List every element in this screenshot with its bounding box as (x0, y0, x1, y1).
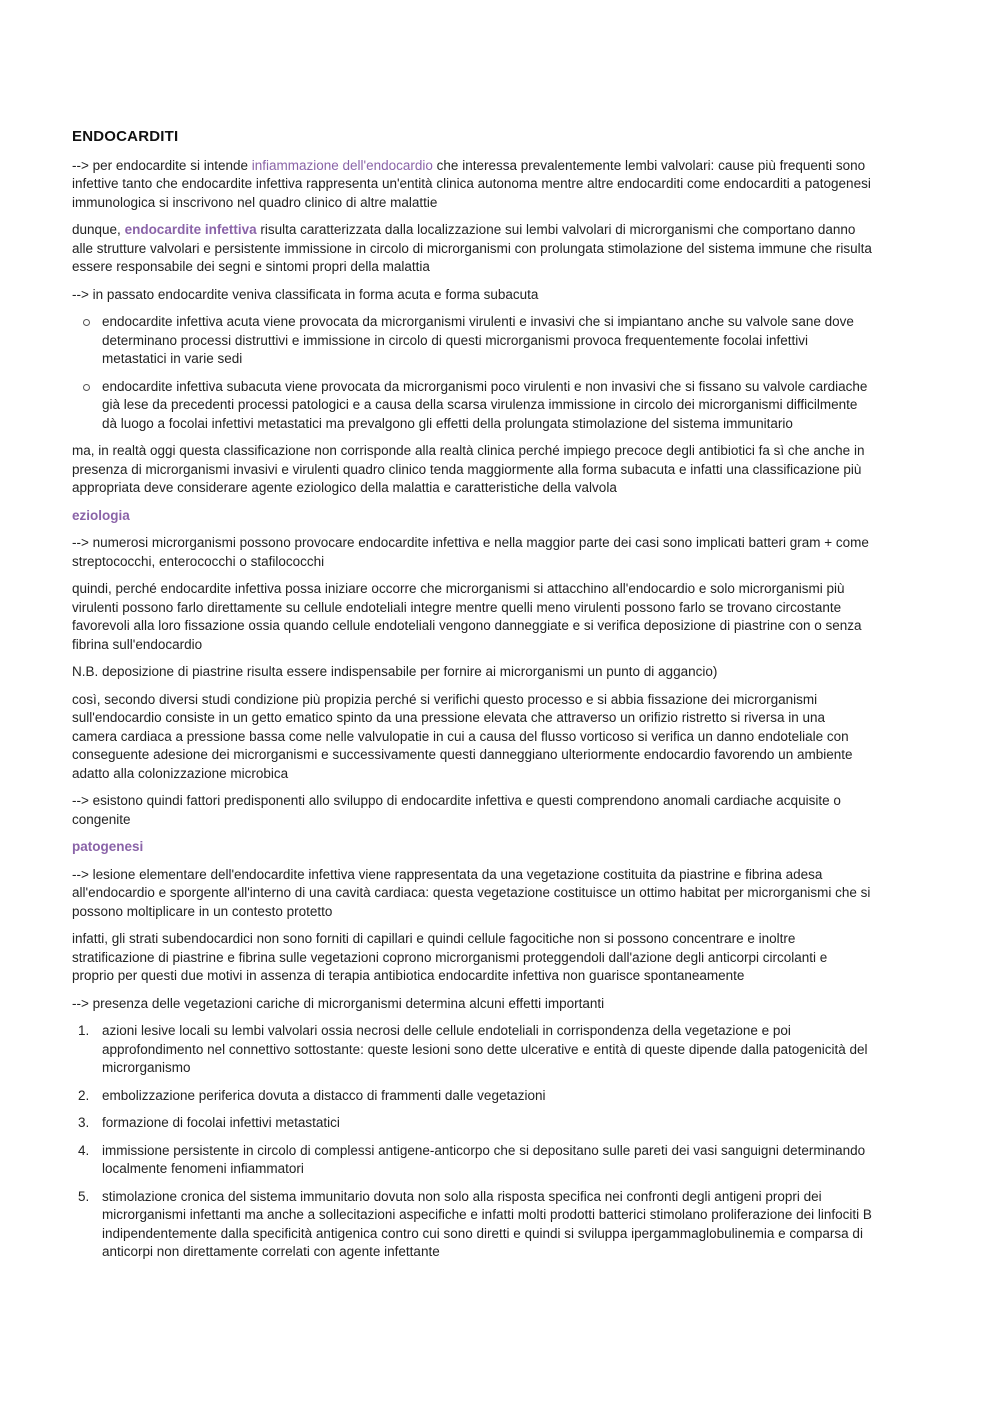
intro-pre: --> per endocardite si intende (72, 157, 252, 173)
classification-note: ma, in realtà oggi questa classificazione non corrisponde alla realtà clinica perché impiego precoce degli antibiotici fa sì che anche in presenza di microrganismi invasivi e virulenti quadro clinico tenda maggiormente alla forma subacuta e infatti una classificazione più appropriata deve considerare agente eziologico della malattia e caratteristiche della valvola (72, 443, 865, 495)
paragraph: --> presenza delle vegetazioni cariche di microrganismi determina alcuni effetti importanti (72, 995, 605, 1011)
item-number: 4. (78, 1142, 90, 1158)
section-heading-eziologia: eziologia (72, 507, 130, 523)
effects-list (72, 1022, 872, 1262)
classification-intro: --> in passato endocardite veniva classificata in forma acuta e forma subacuta (72, 286, 539, 302)
item-number: 5. (78, 1188, 90, 1204)
list-item: 2. embolizzazione periferica dovuta a distacco di frammenti dalle vegetazioni (72, 1087, 872, 1106)
section-heading-patogenesi: patogenesi (72, 839, 144, 854)
definition-pre: dunque, (72, 222, 125, 237)
definition-post: risulta caratterizzata dalla localizzazione sui lembi valvolari di microrganismi che comportano danno alle strutture valvolari e persistente immissione in circolo di microrganismi con prolungata stimolazione del sistema immune che risulta essere responsabile dei segni e sintomi propri della malattia (72, 222, 872, 274)
paragraph: --> esistono quindi fattori predisponenti allo sviluppo di endocardite infettiva e questi comprendono anomali cardiache acquisite o congenite (72, 793, 841, 827)
list-item: endocardite infettiva acuta viene provocata da microrganismi virulenti e invasivi che si impiantano anche su valvole sane dove determinano processi distruttivi e immissione in circolo di questi microrganismi provoca frequentemente focolai infettivi metastatici in varie sedi (72, 313, 872, 369)
list-item: 5. stimolazione cronica del sistema immunitario dovuta non solo alla risposta specifica nei confronti degli antigeni propri dei microrganismi infettanti ma anche a sollecitazioni aspecifiche e infatti molti prodotti batterici stimolano proliferazione dei linfociti B indipendentemente dalla specificità antigenica contro cui sono diretti e quindi si sviluppa ipergammaglobulinemia e comparsa di anticorpi non direttamente correlati con agente infettante (78, 1188, 872, 1259)
list-item: 3. formazione di focolai infettivi metastatici (72, 1114, 872, 1133)
intro-highlight: infiammazione dell'endocardio (251, 157, 433, 173)
intro-post: che interessa prevalentemente lembi valvolari: cause più frequenti sono infettive tanto che endocardite infettiva rappresenta un'entità clinica autonoma mentre altre endocarditi come endocarditi a patogenesi immunologica si inscrivono nel quadro clinico di altre malattie (72, 157, 871, 210)
list-item: 4. immissione persistente in circolo di complessi antigene-anticorpo che si depositano sulle pareti dei vasi sanguigni determinando localmente fenomeni infiammatori (78, 1142, 866, 1176)
list-item: endocardite infettiva subacuta viene provocata da microrganismi poco virulenti e non invasivi che si fissano su valvole cardiache già lese da precedenti processi patologici e a causa della scarsa virulenza immissione in circolo dei microrganismi difficilmente dà luogo a focolai infettivi metastatici ma prevalgono gli effetti della prolungata stimolazione del sistema immunitario (72, 378, 872, 434)
definition-highlight: endocardite infettiva (124, 222, 257, 237)
item-number: 2. (78, 1087, 90, 1103)
item-number: 1. (78, 1023, 90, 1038)
item-number: 3. (78, 1115, 90, 1130)
document-page (72, 128, 872, 1271)
intro-paragraph (72, 157, 872, 213)
paragraph: quindi, perché endocardite infettiva possa iniziare occorre che microrganismi si attacchino all'endocardio e solo microrganismi più virulenti possono farlo direttamente su cellule endoteliali integre mentre quelli meno virulenti possono farlo se trovano circostante favorevoli alla loro fissazione ossia quando cellule endoteliali vengono danneggiate e si verifica deposizione di piastrine con o senza fibrina sull'endocardio (72, 581, 862, 652)
document-title: ENDOCARDITI (72, 128, 179, 145)
circle-bullet-icon (83, 319, 90, 326)
paragraph: infatti, gli strati subendocardici non sono forniti di capillari e quindi cellule fagocitiche non si possono concentrare e inoltre stratificazione di piastrine e fibrina sulle vegetazioni coprono microrganismi proteggendoli dall'azione degli anticorpi circolanti e proprio per questi due motivi in assenza di terapia antibiotica endocardite infettiva non guarisce spontaneamente (72, 931, 828, 983)
paragraph: così, secondo diversi studi condizione più propizia perché si verifichi questo processo e si abbia fissazione dei microrganismi sull'endocardio consiste in un getto ematico spinto da una pressione elevata che attraverso un orifizio ristretto si riversa in una camera cardiaca a pressione bassa come nelle valvulopatie in cui a causa del flusso vorticoso si verifica un danno endoteliale con conseguente adesione dei microrganismi e successivamente questi danneggiano ulteriormente endocardio favorendo un ambiente adatto alla colonizzazione microbica (72, 691, 853, 781)
list-item: 1. azioni lesive locali su lembi valvolari ossia necrosi delle cellule endoteliali in corrispondenza della vegetazione e poi approfondimento nel connettivo sottostante: queste lesioni sono dette ulcerative e entità di queste dipende dalla patogenicità del microrganismo (78, 1023, 868, 1075)
classification-list (72, 313, 872, 433)
paragraph: --> numerosi microrganismi possono provocare endocardite infettiva e nella maggior parte dei casi sono implicati batteri gram + come streptococchi, enterococchi o stafilococchi (72, 535, 869, 569)
paragraph: N.B. deposizione di piastrine risulta essere indispensabile per fornire ai microrganismi un punto di aggancio) (72, 664, 718, 679)
definition-paragraph (72, 221, 872, 277)
circle-bullet-icon (83, 384, 90, 391)
paragraph: --> lesione elementare dell'endocardite infettiva viene rappresentata da una vegetazione costituita da piastrine e fibrina adesa all'endocardio e sporgente all'interno di una cavità cardiaca: questa vegetazione costituisce un ottimo habitat per microrganismi che si possono moltiplicare in un contesto protetto (72, 866, 871, 919)
